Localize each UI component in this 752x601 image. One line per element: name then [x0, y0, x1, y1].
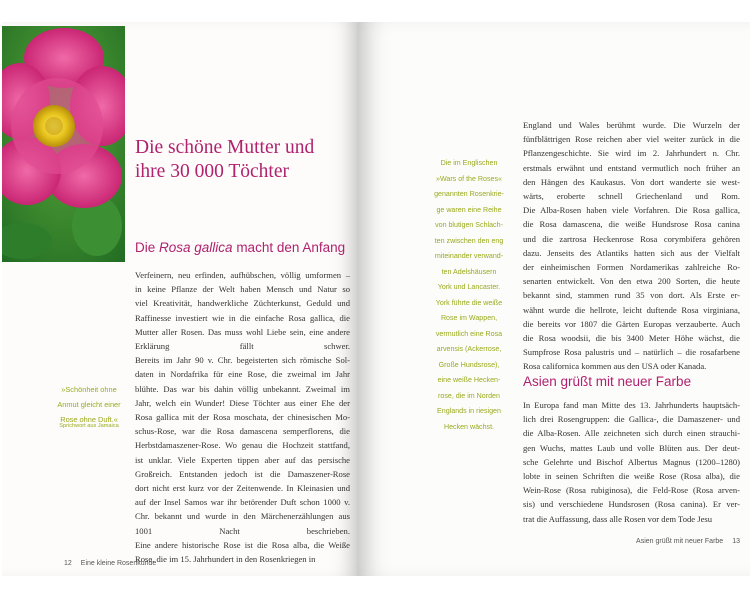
sidenote-line: ge waren eine Reihe [436, 205, 502, 214]
text-line: senarten entwickelt. Von den etwa 200 Sorten, die heute [523, 276, 740, 287]
text-line: daten in Nordafrika für eine Rose, die zweimal im Jahr [135, 369, 350, 380]
sidenote-line: ten zwischen den eng [434, 236, 504, 245]
left-page [2, 22, 357, 576]
text-line: lobte in seinen Schriften die weiße Rose (Rosa alba), die [523, 471, 740, 482]
text-line: blühte. Das war bis dahin völlig unbekannt. Zweimal im [135, 383, 350, 394]
section-heading: Asien grüßt mit neuer Farbe [523, 374, 692, 389]
sidenote-line: rose, die im Norden [438, 391, 500, 400]
text-line: In Europa fand man Mitte des 13. Jahrhunderts hauptsäch- [523, 400, 740, 410]
footer-right [613, 538, 740, 545]
sidenote-line: arvensis (Ackerrose, [436, 345, 502, 353]
quote-source: Sprichwort aus Jamaica [59, 423, 119, 429]
page-number: 12 [64, 560, 72, 567]
quote-line: Rose ohne Duft.« [60, 415, 118, 424]
text-line: Herbstdamaszener-Rose. Wo genau die Hochzeit stattfand, [135, 440, 350, 451]
sidenote-line: genannten Rosenkrie- [434, 190, 504, 198]
text-line: erstmals erwähnt und entstand vermutlich noch früher an [523, 162, 740, 173]
text-line: Rosa gallica mit der Rosa moschata, der chinesischen Mo- [135, 412, 350, 423]
text-line: England und Wales berühmt wurde. Die Wurzeln der [523, 120, 740, 130]
text-line: dort nicht erst kurz vor der Zeitenwende. In Kleinasien und [135, 483, 350, 494]
text-line: sche Gelehrte und Bischof Albertus Magnus (1200–1280) [523, 456, 740, 467]
quote-line: Anmut gleicht einer [57, 400, 121, 409]
text-line: 1001 Nacht beschrieben. [135, 525, 350, 536]
sidenote-line: York und Lancaster. [437, 283, 501, 291]
text-line: trat die Auffassung, dass alle Rosen vor dem Tode Jesu [523, 513, 713, 524]
sidenote-line: eine weiße Hecken- [437, 376, 501, 384]
text-line: Rosa californica kommen aus den USA oder Kanada. [523, 361, 707, 372]
text-line: die bereits vor 1807 die Gärten Europas verzauberte. Auch [523, 318, 740, 329]
text-line: Jahr, welch ein Wunder! Diese Töchter aus einer Ehe der [135, 397, 350, 408]
rose-photo [2, 26, 125, 262]
sidenote-line: vermutlich eine Rosa [435, 329, 503, 338]
text-line: in keine Pflanze der Welt haben Mensch und Natur so [135, 284, 350, 295]
text-line: auf der Insel Samos war ihr betörender Duft schon 1000 v. [135, 497, 350, 508]
text-line: und die zartrosa Heckenrose Rosa corymbifera gehören [523, 233, 740, 244]
sidenote-line: Englands in riesigen [437, 407, 501, 415]
sidenote-line: Rose im Wappen, [440, 314, 498, 322]
text-line: Pflanzengeschichte. Sie wird im 2. Jahrhundert n. Chr. [523, 148, 740, 159]
text-line: Rose, die im 15. Jahrhundert in den Rosenkriegen in [135, 554, 316, 565]
page-number: 13 [732, 538, 740, 545]
sidenote-line: von blutigen Schlach- [435, 221, 503, 229]
margin-sidenote [424, 156, 514, 435]
section-heading: Die Rosa gallica macht den Anfang [135, 240, 346, 255]
text-line: Mutter aller Rosen. Das muss wohl Liebe sein, eine andere [135, 326, 350, 337]
text-line: lich drei Rosengruppen: die Gallica-, die Damaszener- und [523, 414, 740, 425]
text-line: Eine andere historische Rose ist die Rosa alba, die Weiße [135, 539, 350, 550]
text-line: dazu. Jenseits des Atlantiks hatten sich aus der Vielfalt [523, 247, 740, 258]
text-line: den Hängen des Kaukasus. Von dort wanderte sie west- [523, 176, 740, 187]
text-line: fünfblättrigen Rose reichen aber viel weiter zurück in die [523, 134, 740, 145]
text-line: der einheimischen Formen Nordamerikas zahlreiche Ro- [523, 262, 740, 273]
body-text-right-top [523, 118, 740, 374]
text-line: wärts, eroberte schnell Griechenland und Rom. [523, 191, 740, 202]
text-line: die Alba-Rosen. Alle zeichneten sich durch einen strauchi- [523, 428, 740, 439]
text-line: Erklärung fällt schwer. [135, 341, 350, 352]
text-line: Die Alba-Rosen haben viele Vorfahren. Die Rosa gallica, [523, 205, 740, 216]
text-line: Raffinesse investiert wie in die einfache Rosa gallica, die [135, 312, 350, 323]
margin-quote [52, 382, 126, 427]
text-line: viel Kreativität, handwerkliche Züchterkunst, Geduld und [135, 298, 350, 309]
text-line: ist unklar. Viele Experten tippen aber auf das persische [135, 454, 350, 465]
text-line: Bereits im Jahr 90 v. Chr. begeisterten sich römische Sol- [135, 355, 350, 366]
sidenote-line: Große Hundsrose), [438, 360, 500, 369]
footer-left [64, 560, 156, 567]
quote-line: »Schönheit ohne [61, 385, 117, 394]
title-line: Die schöne Mutter und [135, 137, 315, 158]
text-line: Großreich. Entstanden jedoch ist die Damaszener-Rose [135, 468, 350, 479]
title-line: ihre 30 000 Töchter [135, 161, 289, 182]
text-line: Chr. bekannt und wurde in den Märchenerzählungen aus [135, 511, 350, 522]
chapter-title [135, 136, 345, 184]
text-line: die Rosa damascena, die weiße Hundsrose Rosa canina [523, 219, 740, 230]
text-line: Verfeinern, neu erfinden, aufhübschen, völlig umformen – [135, 270, 350, 280]
running-head: Asien grüßt mit neuer Farbe [636, 538, 724, 545]
text-line: gen Wuchs, mattes Laub und volle Blüten aus. Der deut- [523, 442, 740, 453]
sidenote-line: Die im Englischen [440, 159, 498, 167]
text-line: schus-Rose, war die Rosa damascena semperflorens, die [135, 426, 350, 437]
text-line: Sumpfrose Rosa palustris und – natürlich – die rosafarbene [523, 347, 740, 358]
text-line: Wein-Rose (Rosa rubiginosa), die Feld-Rose (Rosa arven- [523, 485, 740, 496]
sidenote-line: York führte die weiße [435, 298, 503, 307]
sidenote-line: »Wars of the Roses« [436, 174, 502, 183]
body-text-left [135, 268, 350, 566]
body-text-right-bottom [523, 398, 740, 526]
text-line: bekannt sind, stammen rund 35 von dort. Als Erste er- [523, 290, 740, 301]
text-line: die Rosa woodsii, die bis 3400 Meter Höhe wächst, die [523, 333, 740, 344]
sidenote-line: Hecken wächst. [443, 422, 495, 431]
sidenote-line: miteinander verwand- [434, 252, 504, 260]
text-line: wähnt wurde die hellrote, leicht duftende Rosa virginiana, [523, 304, 740, 315]
text-line: sis) und verschiedene Hundsrosen (Rosa canina). Er ver- [523, 499, 740, 510]
running-head: Eine kleine Rosenkunde [80, 560, 157, 567]
sidenote-line: ten Adelshäusern [441, 267, 497, 276]
